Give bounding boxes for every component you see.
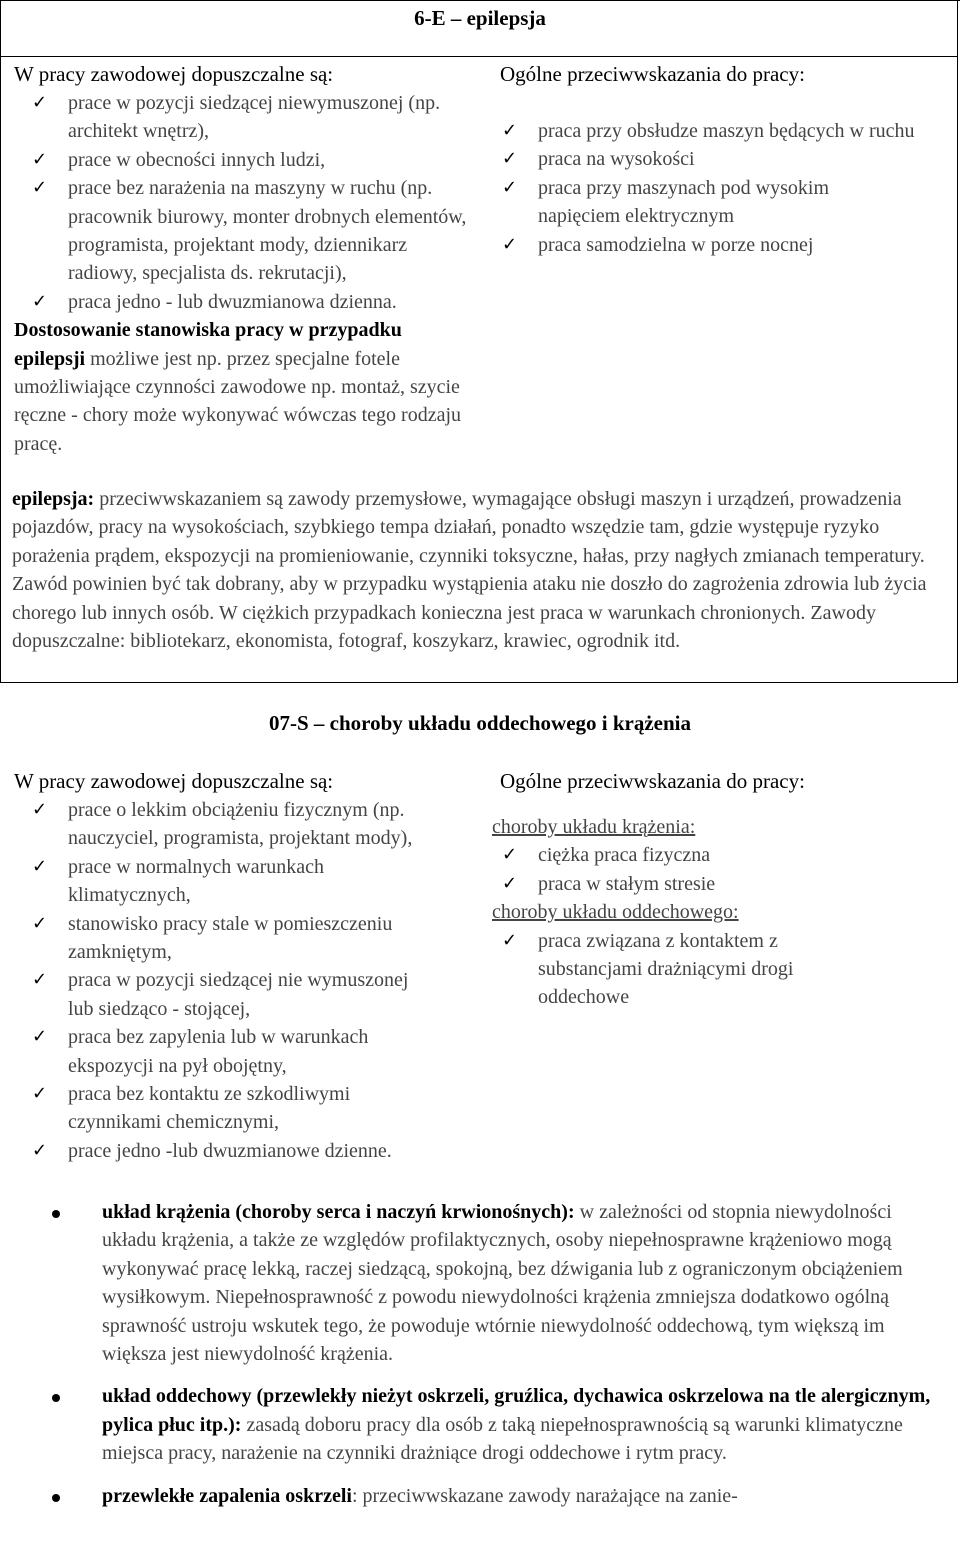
list-item: układ oddechowy (przewlekły nieżyt oskrzeli, gruźlica, dychawica oskrzelowa na tle alergicznym, pylica płuc itp.): zasadą doboru pracy dla osób z taką niepełnosprawnością są warunki klimatyczne miejsca pracy, narażenie na czynniki drażniące drogi oddechowe i rytm pracy. [12,1382,946,1467]
checkmark-icon: ✓ [32,799,48,820]
respiratory-bullets [12,1198,946,1510]
epilepsy-adaptation-note: Dostosowanie stanowiska pracy w przypadku epilepsji możliwe jest np. przez specjalne fotele umożliwiające czynności zawodowe np. montaż, szycie ręczne - chory może wykonywać wówczas tego rodzaju pracę. [14,319,462,455]
respiratory-contra-heading: Ogólne przeciwwskazania do pracy: [500,769,805,793]
list-item: ✓ praca jedno - lub dwuzmianowa dzienna. [14,288,484,316]
checkmark-icon: ✓ [502,844,518,866]
circulatory-contra-list [484,841,952,898]
epilepsy-contra-column [484,60,952,259]
list-item: układ krążenia (choroby serca i naczyń krwionośnych): w zależności od stopnia niewydolności układu krążenia, a także ze względów profilaktycznych, osoby niepełnosprawne krążeniowo mogą wykonywać pracę lekką, raczej siedzącą, spokojną, bez dźwigania lub z ograniczonym obciążeniem wysiłkowym. Niepełnosprawność z powodu niewydolności krążenia zmniejsza dodatkowo ogólną sprawność ustroju wskutek tego, że powoduje wtórnie niewydolność oddechową, tym większą im większa jest niewydolność krążenia. [12,1198,946,1368]
epilepsy-allowed-list [14,89,484,316]
checkmark-icon: ✓ [502,872,518,894]
checkmark-icon: ✓ [32,92,48,113]
circulatory-subheading: choroby układu krążenia: [492,816,696,838]
list-item: ✓ praca związana z kontaktem z substancjami drażniącymi drogi oddechowe [484,927,952,1012]
checkmark-icon: ✓ [32,1139,48,1161]
bullet-icon [52,1494,60,1502]
checkmark-icon: ✓ [502,929,518,951]
checkmark-icon: ✓ [502,148,518,170]
checkmark-icon: ✓ [32,148,48,170]
respiratory-allowed-list [14,796,484,1165]
epilepsy-allowed-heading: W pracy zawodowej dopuszczalne są: [14,62,334,86]
list-item: ✓ prace jedno -lub dwuzmianowe dzienne. [14,1137,484,1165]
bullet-icon [52,1210,60,1218]
checkmark-icon: ✓ [32,912,48,934]
respiratory-subheading: choroby układu oddechowego: [492,901,739,924]
epilepsy-title: 6-E – epilepsja [414,6,546,30]
table-right-border [957,0,958,683]
epilepsy-allowed-column [14,60,484,458]
title-separator [0,56,958,57]
list-item: ✓ praca przy maszynach pod wysokim napięciem elektrycznym [484,174,952,231]
list-item: ✓ prace w obecności innych ludzi, [14,146,484,174]
list-item: ✓ praca w stałym stresie [484,870,952,898]
respiratory-allowed-column [14,767,484,1165]
epilepsy-contra-heading: Ogólne przeciwwskazania do pracy: [500,62,805,86]
summary-bold: epilepsja: [12,488,95,510]
table-left-border [0,0,1,683]
respiratory-contra-column [484,767,952,1012]
checkmark-icon: ✓ [502,233,518,255]
respiratory-contra-list [484,927,952,1012]
list-item: ✓ prace bez narażenia na maszyny w ruchu (np. pracownik biurowy, monter drobnych elementów, programista, projektant mody, dziennikarz radiowy, specjalista ds. rekrutacji), [14,174,484,288]
bullet-icon [52,1394,60,1402]
epilepsy-contra-list [484,117,952,259]
checkmark-icon: ✓ [32,1083,48,1105]
checkmark-icon: ✓ [502,120,518,141]
list-item: ✓ stanowisko pracy stale w pomieszczeniu zamkniętym, [14,910,484,967]
respiratory-title: 07-S – choroby układu oddechowego i krążenia [269,711,691,735]
list-item: ✓ praca bez zapylenia lub w warunkach ekspozycji na pył obojętny, [14,1023,484,1080]
checkmark-icon: ✓ [32,290,48,312]
list-item: ✓ prace o lekkim obciążeniu fizycznym (np. nauczyciel, programista, projektant mody), [14,796,484,853]
list-item: ✓ praca przy obsłudze maszyn będących w ruchu [484,117,952,145]
checkmark-icon: ✓ [32,177,48,199]
list-item: ✓ praca na wysokości [484,145,952,173]
respiratory-allowed-heading: W pracy zawodowej dopuszczalne są: [14,769,334,793]
list-item: ✓ prace w pozycji siedzącej niewymuszonej (np. architekt wnętrz), [14,89,484,146]
list-item: ✓ praca samodzielna w porze nocnej [484,231,952,259]
list-item: ✓ praca w pozycji siedzącej nie wymuszonej lub siedząco - stojącej, [14,966,484,1023]
checkmark-icon: ✓ [32,969,48,991]
respiratory-bullet-list [12,1198,946,1510]
list-item: ✓ praca bez kontaktu ze szkodliwymi czynnikami chemicznymi, [14,1080,484,1137]
list-item: ✓ ciężka praca fizyczna [484,841,952,869]
table-top-border [0,0,960,1]
checkmark-icon: ✓ [502,176,518,198]
checkmark-icon: ✓ [32,855,48,877]
section-end-line [0,682,958,683]
list-item: ✓ prace w normalnych warunkach klimatycznych, [14,853,484,910]
checkmark-icon: ✓ [32,1026,48,1048]
adaptation-bold: Dostosowanie stanowiska pracy w przypadku epilepsji [14,319,402,370]
epilepsy-summary: epilepsja: przeciwwskazaniem są zawody przemysłowe, wymagające obsługi maszyn i urządzeń, prowadzenia pojazdów, pracy na wysokościach, szybkiego tempa działań, ponadto wszędzie tam, gdzie występuje ryzyko porażenia prądem, ekspozycji na promieniowanie, czynniki toksyczne, hałas, przy nagłych zmianach temperatury. Zawód powinien być tak dobrany, aby w przypadku wystąpienia ataku nie doszło do zagrożenia zdrowia lub życia chorego lub innych osób. W ciężkich przypadkach konieczna jest praca w warunkach chronionych. Zawody dopuszczalne: bibliotekarz, ekonomista, fotograf, koszykarz, krawiec, ogrodnik itd. [12,488,927,653]
list-item: przewlekłe zapalenia oskrzeli: przeciwwskazane zawody narażające na zanie- [12,1482,946,1510]
